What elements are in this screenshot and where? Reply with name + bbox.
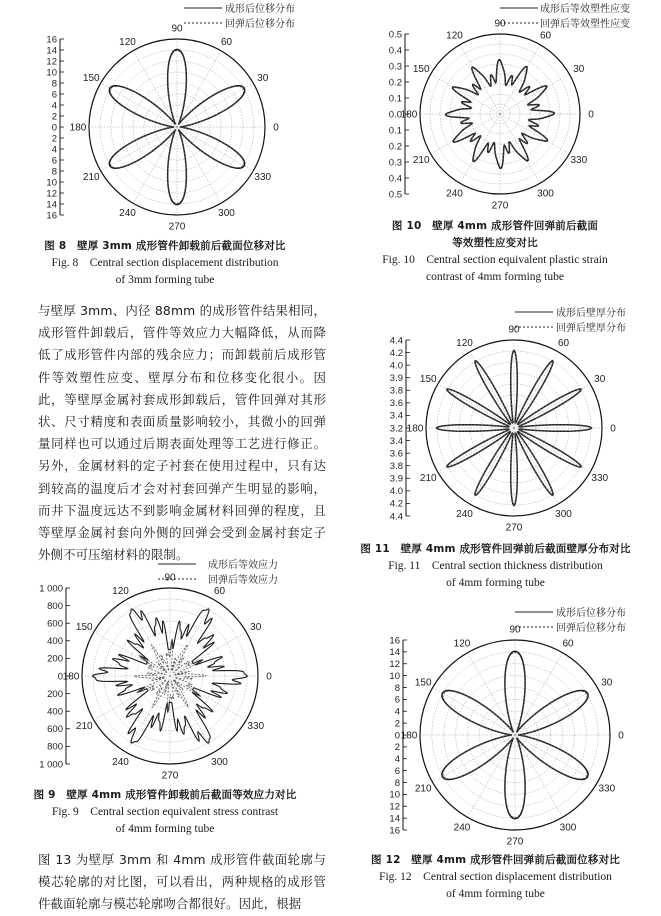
fig8-plot (46, 24, 279, 233)
fig10-legend-1: 成形后等效塑性应变 (540, 4, 630, 15)
fig9-angle-label: 330 (247, 721, 265, 732)
fig9-plot (39, 573, 272, 782)
fig9-angle-label: 240 (112, 757, 129, 769)
fig11-angle-label: 150 (419, 374, 437, 385)
fig10-radial-tick-label: 0.3 (388, 157, 402, 169)
fig8-angle-label: 60 (220, 36, 233, 48)
fig12-angle-label: 240 (453, 822, 471, 834)
fig11-radial-tick-label: 4.2 (389, 498, 403, 510)
fig8-legend-1: 成形后位移分布 (225, 4, 295, 15)
fig12-legend-1: 成形后位移分布 (556, 608, 626, 619)
fig9-caption-en-2: of 4mm forming tube (115, 823, 215, 835)
fig12-polar-chart (330, 600, 661, 845)
fig10-radial-tick-label: 0.2 (388, 77, 402, 89)
fig9-caption-cn: 图 9 壁厚 4mm 成形管件卸载前后截面等效应力对比 (33, 789, 297, 801)
fig9-angle-label: 60 (213, 585, 226, 597)
fig8-radial-tick-label: 14 (46, 45, 57, 57)
fig11-grid-spoke (514, 428, 590, 472)
fig11-angle-label: 90 (508, 324, 520, 336)
fig11-angle-label: 210 (419, 473, 437, 484)
fig9-angle-label: 30 (250, 622, 262, 633)
fig8-radial-tick-label: 16 (46, 210, 57, 222)
fig9-grid-spoke (170, 676, 246, 720)
fig9-angle-label: 120 (112, 585, 129, 597)
fig12-angle-label: 120 (453, 638, 471, 650)
fig8-angle-label: 30 (257, 73, 269, 84)
fig11-caption-cn: 图 11 壁厚 4mm 成形管件回弹前后截面壁厚分布对比 (360, 543, 631, 555)
fig11-legend-1: 成形后壁厚分布 (556, 308, 626, 319)
fig8-radial-tick-label: 10 (46, 67, 57, 79)
fig10-radial-tick-label: 0.4 (388, 173, 402, 185)
fig10-radial-tick-label: 0.1 (388, 93, 402, 105)
body-paragraph-1: 与壁厚 3mm、内径 88mm 的成形管件结果相同，成形管件卸载后，管件等效应力大幅降低，从而降低了成形管件内部的残余应力；而卸载前后成形管件等效塑性应变、壁厚分布和位移变化很小。因此，等壁厚金属衬套成形卸载后，管件回弹对其形状、尺寸精度和表面质量影响较小，其微小的回弹量同样也可以通过后期表面处理等工艺进行修正。另外，金属材料的定子衬套在使用过程中，只有达到较高的温度后才会对衬套回弹产生明显的影响，而井下温度远达不到影响金属材料回弹的程度，且等壁厚金属衬套向外侧的回弹会受到金属衬套定子外侧不可压缩材料的限制。 (38, 303, 326, 563)
fig10-radial-tick-label: 0.2 (388, 141, 402, 153)
fig9-caption-en-1: Fig. 9 Central section equivalent stress contrast (51, 806, 279, 818)
fig11-plot (390, 325, 616, 534)
fig10-radial-tick-label: 0.5 (388, 189, 402, 201)
fig11-angle-label: 60 (557, 337, 570, 349)
fig10-caption-cn-2: 等效塑性应变对比 (452, 237, 538, 249)
fig8-grid-spoke (177, 127, 253, 171)
fig9-radial-tick-label: 600 (47, 724, 63, 736)
figure-10 (330, 0, 661, 215)
fig11-angle-label: 30 (594, 374, 606, 385)
fig12-caption (330, 852, 661, 903)
fig11-grid-spoke (438, 384, 514, 428)
fig10-angle-label: 180 (400, 109, 418, 121)
fig11-polar-chart (330, 300, 661, 535)
fig8-radial-tick-label: 0 (51, 122, 57, 134)
fig11-caption-en-1: Fig. 11 Central section thickness distribution (388, 560, 603, 572)
fig11-angle-label: 270 (505, 522, 523, 534)
fig10-angle-label: 300 (537, 188, 554, 200)
fig11-legend (515, 306, 626, 334)
fig10-angle-label: 30 (573, 64, 585, 75)
fig10-grid-spoke (460, 114, 500, 183)
fig10-caption-cn-1: 图 10 壁厚 4mm 成形管件回弹前后截面 (391, 220, 599, 232)
fig11-radial-tick-label: 4.4 (389, 511, 403, 523)
fig9-legend-2: 回弹后等效应力 (208, 575, 278, 586)
figure-8 (0, 0, 330, 235)
fig12-caption-en-1: Fig. 12 Central section displacement distribution (379, 871, 612, 883)
fig9-radial-tick-label: 400 (47, 636, 63, 648)
fig9-radial-tick-label: 800 (47, 741, 63, 753)
fig11-angle-label: 120 (456, 337, 473, 349)
fig8-caption-en-1: Fig. 8 Central section displacement distribution (51, 257, 279, 269)
fig12-radial-tick-label: 14 (389, 647, 400, 659)
fig9-polar-chart (0, 552, 330, 784)
fig12-angle-label: 0 (618, 730, 624, 742)
fig11-radial-tick-label: 3.8 (389, 461, 403, 473)
fig8-radial-tick-label: 10 (46, 177, 57, 189)
fig8-radial-tick-label: 2 (51, 133, 57, 145)
fig11-caption-en-2: of 4mm forming tube (446, 577, 545, 589)
fig9-radial-tick-label: 800 (47, 600, 63, 612)
fig8-polar-chart (0, 0, 330, 235)
fig11-radial-tick-label: 4.0 (389, 360, 403, 372)
fig12-radial-tick-label: 2 (394, 718, 400, 730)
fig12-radial-tick-label: 16 (389, 635, 400, 647)
fig12-angle-label: 300 (559, 822, 577, 834)
fig8-angle-label: 90 (171, 23, 183, 35)
fig12-radial-tick-label: 12 (389, 801, 400, 813)
fig11-radial-tick-label: 3.2 (389, 423, 403, 435)
fig11-legend-2: 回弹后壁厚分布 (556, 323, 626, 334)
fig8-caption (0, 238, 330, 289)
fig12-angle-label: 210 (414, 783, 432, 795)
fig12-radial-tick-label: 6 (394, 694, 400, 706)
fig12-angle-label: 60 (562, 638, 574, 650)
fig10-polar-chart (330, 0, 661, 215)
fig8-radial-tick-label: 8 (51, 78, 57, 90)
fig11-radial-tick-label: 3.8 (389, 385, 403, 397)
figure-9 (0, 552, 330, 784)
fig11-radial-tick-label: 3.4 (389, 410, 403, 422)
fig11-grid-spoke (470, 428, 514, 504)
fig8-legend-2: 回弹后位移分布 (225, 19, 295, 30)
fig8-caption-en-2: of 3mm forming tube (115, 274, 215, 286)
fig9-angle-label: 210 (75, 721, 93, 732)
fig10-angle-label: 210 (412, 155, 430, 166)
fig12-plot (389, 625, 624, 846)
fig12-angle-label: 90 (509, 624, 521, 636)
fig8-radial-tick-label: 16 (46, 34, 57, 46)
fig10-plot (389, 19, 594, 212)
fig12-radial-tick-label: 16 (389, 825, 400, 837)
fig11-angle-label: 240 (456, 509, 473, 521)
fig9-angle-label: 270 (161, 770, 179, 782)
fig10-angle-label: 0 (588, 109, 594, 121)
fig12-angle-label: 330 (598, 783, 616, 795)
fig10-caption-en-1: Fig. 10 Central section equivalent plastic strain (382, 254, 608, 266)
fig9-radial-tick-label: 0 (57, 671, 63, 683)
fig8-radial-tick-label: 4 (51, 144, 57, 156)
fig9-legend-1: 成形后等效应力 (208, 560, 278, 571)
fig9-radial-tick-label: 600 (47, 618, 63, 630)
fig12-angle-label: 150 (414, 677, 432, 689)
fig10-legend (500, 2, 630, 30)
fig9-angle-label: 0 (266, 671, 272, 683)
fig9-angle-label: 90 (164, 572, 176, 584)
fig10-caption-en-2: contrast of 4mm forming tube (426, 271, 564, 283)
fig12-angle-label: 30 (601, 677, 613, 689)
fig9-radial-tick-label: 1 000 (39, 759, 63, 771)
fig8-radial-tick-label: 12 (46, 188, 57, 200)
fig8-angle-label: 150 (82, 73, 100, 84)
fig8-radial-tick-label: 6 (51, 89, 57, 101)
fig11-radial-tick-label: 3.4 (389, 435, 403, 447)
fig10-legend-2: 回弹后等效塑性应变 (540, 19, 630, 30)
fig8-radial-tick-label: 6 (51, 155, 57, 167)
fig10-angle-label: 270 (491, 200, 509, 212)
fig8-angle-label: 180 (69, 122, 87, 134)
fig11-caption (330, 541, 661, 592)
fig8-radial-tick-label: 2 (51, 111, 57, 123)
fig12-radial-tick-label: 8 (394, 682, 400, 694)
fig10-angle-label: 90 (494, 18, 506, 30)
fig8-angle-label: 270 (168, 221, 186, 233)
fig8-grid-spoke (101, 83, 177, 127)
fig11-radial-tick-label: 4.0 (389, 486, 403, 498)
fig10-grid-spoke (431, 74, 500, 114)
fig8-angle-label: 120 (119, 36, 136, 48)
fig11-angle-label: 0 (610, 423, 616, 435)
fig11-radial-tick-label: 3.9 (389, 373, 403, 385)
fig12-angle-label: 270 (506, 836, 524, 845)
fig12-radial-tick-label: 6 (394, 765, 400, 777)
fig10-grid-spoke (500, 114, 569, 154)
fig10-radial-tick-label: 0.0 (388, 109, 402, 121)
fig8-radial-tick-label: 8 (51, 166, 57, 178)
fig11-angle-label: 330 (591, 473, 609, 484)
fig8-angle-label: 240 (119, 208, 136, 220)
fig8-angle-label: 210 (82, 172, 100, 183)
fig12-grid-spoke (433, 688, 515, 736)
fig10-angle-label: 60 (539, 30, 552, 42)
fig9-radial-tick-label: 200 (47, 688, 63, 700)
fig12-radial-tick-label: 2 (394, 742, 400, 754)
fig11-radial-tick-label: 4.2 (389, 347, 403, 359)
fig12-radial-tick-label: 4 (394, 754, 400, 766)
fig9-caption (0, 787, 330, 838)
fig12-caption-cn: 图 12 壁厚 4mm 成形管件回弹前后截面位移对比 (371, 854, 620, 866)
fig9-angle-label: 150 (75, 622, 93, 633)
fig11-radial-tick-label: 3.6 (389, 398, 403, 410)
fig11-radial-tick-label: 3.9 (389, 473, 403, 485)
fig9-radial-tick-label: 1 000 (39, 583, 63, 595)
fig11-grid-spoke (514, 352, 558, 428)
fig12-radial-tick-label: 10 (389, 789, 400, 801)
fig12-radial-tick-label: 4 (394, 706, 400, 718)
fig11-angle-label: 180 (406, 423, 424, 435)
fig9-angle-label: 300 (211, 757, 228, 769)
fig10-grid-spoke (500, 45, 540, 114)
fig12-angle-label: 180 (400, 730, 418, 742)
fig9-legend (158, 558, 278, 586)
body-paragraph-2: 图 13 为壁厚 3mm 和 4mm 成形管件截面轮廓与模芯轮廓的对比图，可以看出，两种规格的成形管件截面轮廓与模芯轮廓吻合都很好。因此，根据 (38, 852, 326, 912)
fig9-radial-tick-label: 200 (47, 653, 63, 665)
fig8-angle-label: 0 (273, 122, 279, 134)
fig9-grid-spoke (94, 632, 170, 676)
fig10-radial-tick-label: 0.1 (388, 125, 402, 137)
fig8-caption-cn: 图 8 壁厚 3mm 成形管件卸载前后截面位移对比 (44, 240, 286, 252)
fig12-radial-tick-label: 10 (389, 670, 400, 682)
fig8-legend (184, 2, 295, 30)
figure-11 (330, 300, 661, 535)
fig12-radial-tick-label: 14 (389, 813, 400, 825)
fig10-radial-tick-label: 0.5 (388, 29, 402, 41)
fig11-radial-tick-label: 4.4 (389, 335, 403, 347)
fig12-caption-en-2: of 4mm forming tube (446, 888, 545, 900)
fig10-angle-label: 240 (446, 188, 463, 200)
fig8-angle-label: 300 (218, 208, 235, 220)
fig9-radial-tick-label: 400 (47, 706, 63, 718)
fig12-radial-tick-label: 0 (394, 730, 400, 742)
fig12-radial-tick-label: 12 (389, 659, 400, 671)
fig8-radial-tick-label: 14 (46, 199, 57, 211)
fig8-radial-tick-label: 12 (46, 56, 57, 68)
fig10-angle-label: 120 (446, 30, 463, 42)
fig8-radial-tick-label: 4 (51, 100, 57, 112)
fig10-radial-tick-label: 0.3 (388, 61, 402, 73)
fig10-radial-tick-label: 0.4 (388, 45, 402, 57)
fig8-angle-label: 330 (254, 172, 272, 183)
fig10-angle-label: 150 (412, 64, 430, 75)
fig10-angle-label: 330 (570, 155, 588, 166)
fig9-angle-label: 180 (62, 671, 80, 683)
fig11-angle-label: 300 (555, 509, 572, 521)
fig10-caption (345, 218, 645, 286)
fig12-legend (515, 606, 626, 634)
fig11-radial-tick-label: 3.6 (389, 448, 403, 460)
figure-12 (330, 600, 661, 845)
fig12-legend-2: 回弹后位移分布 (556, 623, 626, 634)
fig12-radial-tick-label: 8 (394, 777, 400, 789)
